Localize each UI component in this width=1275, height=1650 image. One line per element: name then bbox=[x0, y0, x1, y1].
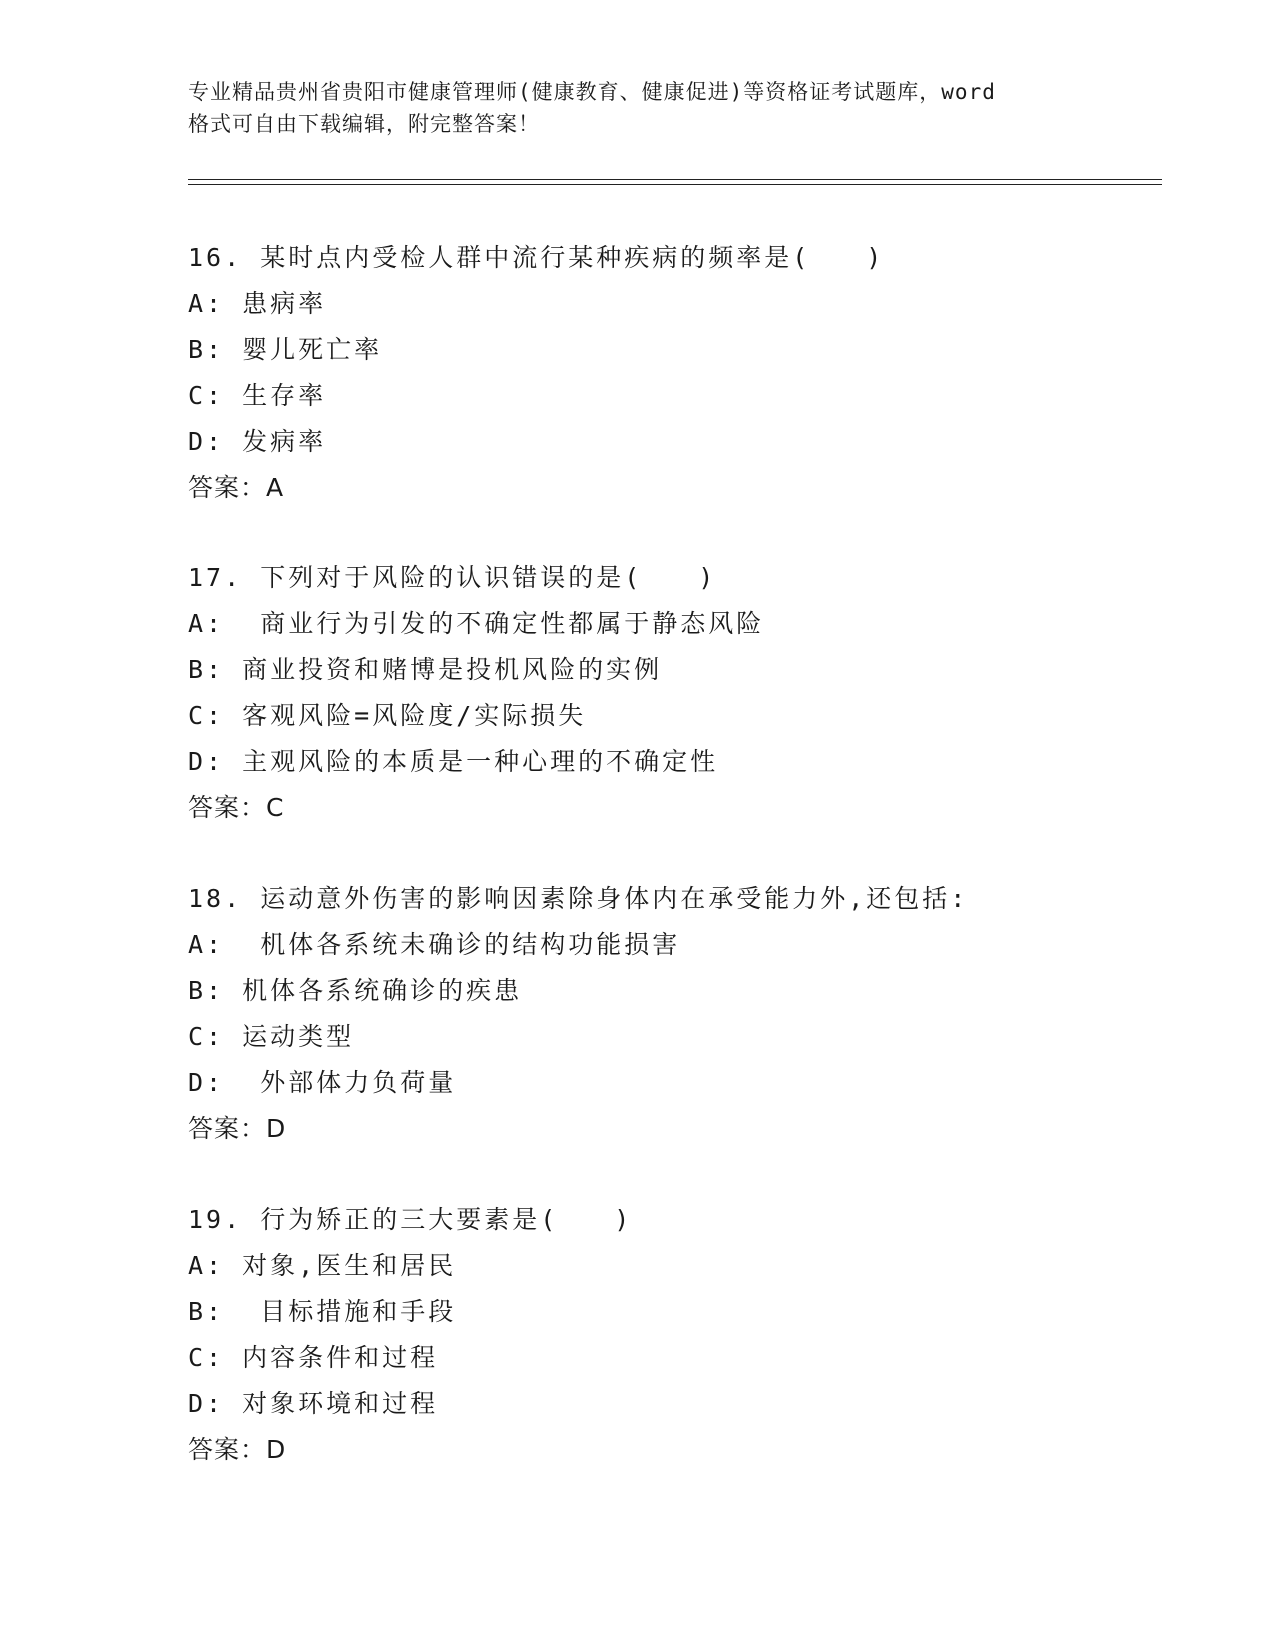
question-19 bbox=[188, 1197, 1168, 1473]
option-d: D: 发病率 bbox=[188, 427, 327, 456]
option-d: D: 主观风险的本质是一种心理的不确定性 bbox=[188, 747, 719, 776]
option-b: B: 婴儿死亡率 bbox=[188, 335, 383, 364]
option-c: C: 生存率 bbox=[188, 381, 327, 410]
question-stem: 19. 行为矫正的三大要素是( ) bbox=[188, 1205, 633, 1234]
option-c: C: 内容条件和过程 bbox=[188, 1343, 439, 1372]
answer: 答案：D bbox=[188, 1435, 287, 1464]
option-c: C: 客观风险=风险度/实际损失 bbox=[188, 701, 587, 730]
option-c: C: 运动类型 bbox=[188, 1022, 355, 1051]
option-b: B: 商业投资和赌博是投机风险的实例 bbox=[188, 655, 663, 684]
answer: 答案：D bbox=[188, 1114, 287, 1143]
option-d: D: 外部体力负荷量 bbox=[188, 1068, 457, 1097]
header-rule-top bbox=[188, 179, 1162, 180]
question-18 bbox=[188, 876, 1168, 1152]
question-stem: 17. 下列对于风险的认识错误的是( ) bbox=[188, 563, 717, 592]
answer: 答案：C bbox=[188, 793, 285, 822]
option-b: B: 机体各系统确诊的疾患 bbox=[188, 976, 523, 1005]
question-stem: 16. 某时点内受检人群中流行某种疾病的频率是( ) bbox=[188, 243, 885, 272]
question-16 bbox=[188, 235, 1168, 511]
question-17 bbox=[188, 555, 1168, 831]
option-a: A: 患病率 bbox=[188, 289, 327, 318]
option-d: D: 对象环境和过程 bbox=[188, 1389, 439, 1418]
document-header: 专业精品贵州省贵阳市健康管理师(健康教育、健康促进)等资格证考试题库，word 格式可自由下载编辑，附完整答案！ bbox=[188, 80, 996, 136]
header-rule-bottom bbox=[188, 184, 1162, 185]
answer: 答案：A bbox=[188, 473, 285, 502]
option-a: A: 商业行为引发的不确定性都属于静态风险 bbox=[188, 609, 765, 638]
option-a: A: 机体各系统未确诊的结构功能损害 bbox=[188, 930, 681, 959]
option-a: A: 对象,医生和居民 bbox=[188, 1251, 457, 1280]
question-stem: 18. 运动意外伤害的影响因素除身体内在承受能力外,还包括: bbox=[188, 884, 969, 913]
option-b: B: 目标措施和手段 bbox=[188, 1297, 457, 1326]
